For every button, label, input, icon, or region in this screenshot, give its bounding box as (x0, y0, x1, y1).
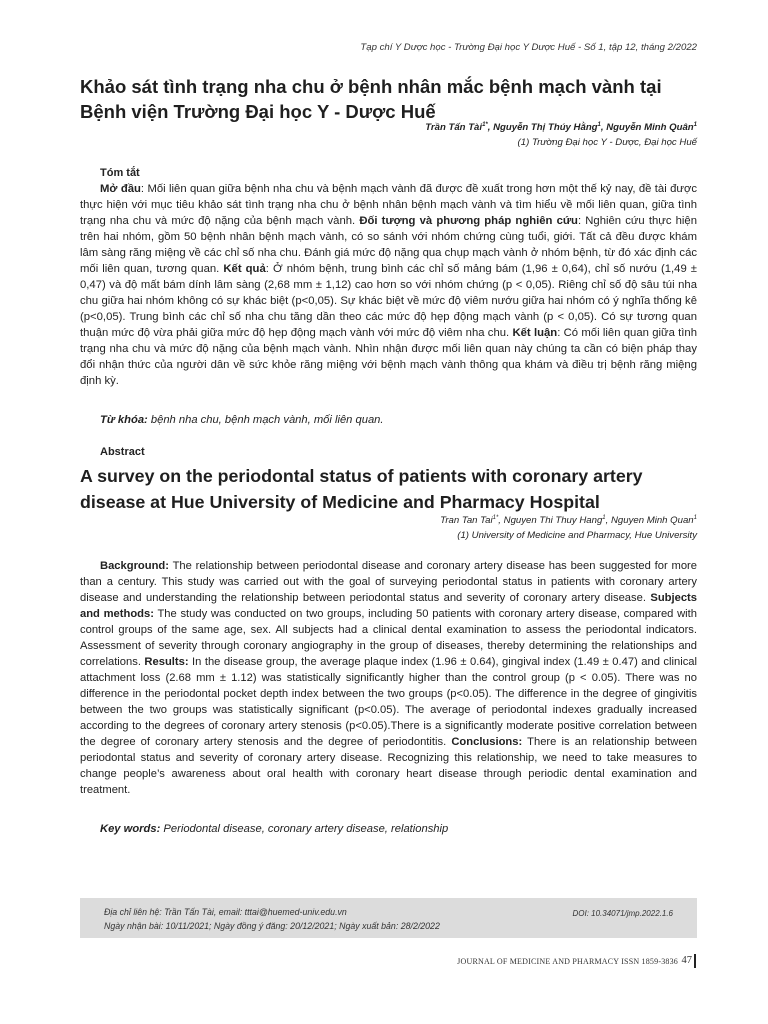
author-name: Trần Tấn Tài (425, 122, 483, 133)
text-background: The relationship between periodontal disease and coronary artery disease has been suggested for more than a century. This study was carried out with the goal of surveying periodontal status in patients with coronary artery disease and understanding the relationship between periodontal status and severity of coronary artery disease. (80, 560, 697, 604)
author-name: Tran Tan Tai (440, 515, 493, 526)
label-conclusion: Kết luận (512, 327, 558, 339)
keywords-label: Từ khóa: (100, 414, 148, 426)
author-separator: , (605, 515, 611, 526)
text-conclusion: : Có mối liên quan giữa tình trạng nha chu và mức độ nặng của bệnh mạch vành. Nhìn nhận được mối liên quan này chúng ta cần có biện pháp thay đổi nhận thức của người dân về sức khỏe răng miệng với bệnh mạch vành thông qua khám và điều trị bệnh răng miệng định kỳ. (80, 327, 697, 387)
keywords-english (100, 823, 448, 835)
keywords-vietnamese (100, 414, 384, 426)
author-superscript: 1 (693, 514, 697, 521)
author-name: Nguyễn Thị Thúy Hằng (493, 122, 598, 133)
text-background: : Mối liên quan giữa bệnh nha chu và bệnh mạch vành đã được đề xuất trong hơn một thế kỷ nay, đề tài được thực hiện với mục tiêu khảo sát tình trạng nha chu ở bệnh nhân bệnh mạch vành và tìm hiểu về mối liên quan, giữa tình trạng nha chu và mức độ nặng của bệnh mạch vành. (80, 183, 697, 227)
author-superscript: 1 (597, 121, 601, 128)
author-superscript: 1 (602, 514, 606, 521)
abstract-heading: Abstract (100, 446, 145, 458)
doi-line: DOI: 10.34071/jmp.2022.1.6 (572, 909, 673, 918)
text-results: In the disease group, the average plaque index (1.96 ± 0.64), gingival index (1.49 ± 0.47) and clinical attachment loss (2.68 mm ± 1.12) was statistically significantly higher than the control group (p < 0.05). There was no difference in the periodontal pocket depth index between the two groups (p<0.05). The difference in the degree of gingivitis between the two groups was statistically significant (p<0.05). The average of periodontal indexes gradually increased according to the degrees of coronary artery stenosis (p<0.05).There is a significantly moderate positive correlation between the degree of coronary artery stenosis and the degree of periodontitis. (80, 656, 697, 748)
label-results: Results: (144, 656, 189, 668)
page-number: 47 (681, 955, 692, 966)
page-number-bar (694, 954, 696, 968)
label-conclusion: Conclusions: (451, 736, 523, 748)
author-list (425, 120, 697, 135)
dates-line: Ngày nhận bài: 10/11/2021; Ngày đồng ý đăng: 20/12/2021; Ngày xuất bản: 28/2/2022 (104, 921, 440, 931)
label-methods: Đối tượng và phương pháp nghiên cứu (359, 215, 578, 227)
author-name: Nguyễn Minh Quân (606, 122, 694, 133)
label-results: Kết quả (223, 263, 266, 275)
author-list (440, 513, 697, 528)
summary-heading: Tóm tắt (100, 167, 140, 179)
keywords-text: bệnh nha chu, bệnh mạch vành, mối liên quan. (147, 414, 384, 426)
footer-info-box (80, 898, 697, 938)
abstract-body (80, 558, 697, 798)
label-background: Mở đầu (100, 183, 141, 195)
author-superscript: 1* (492, 514, 499, 521)
affiliation: (1) University of Medicine and Pharmacy, Hue University (457, 530, 697, 541)
contact-line: Địa chỉ liên hệ: Trần Tấn Tài, email: tttai@huemed-univ.edu.vn (104, 907, 347, 917)
author-superscript: 1 (693, 121, 697, 128)
label-methods: Subjects and methods: (80, 592, 697, 620)
title-english: A survey on the periodontal status of patients with coronary artery disease at Hue University of Medicine and Pharmacy Hospital (80, 466, 643, 512)
author-superscript: 1* (482, 121, 488, 128)
title-vietnamese: Khảo sát tình trạng nha chu ở bệnh nhân mắc bệnh mạch vành tại Bệnh viện Trường Đại học Y - Dược Huế (80, 76, 662, 122)
affiliation: (1) Trường Đại học Y - Dược, Đại học Huế (517, 137, 697, 148)
text-results: : Ở nhóm bệnh, trung bình các chỉ số mảng bám (1,96 ± 0,64), chỉ số nướu (1,49 ± 0,47) và độ mất bám dính lâm sàng (2,68 mm ± 1,12) cao hơn so với nhóm chứng (p < 0,05). Riêng chỉ số độ sâu túi nha chu giữa hai nhóm không có sự khác biệt (p<0,05). Sự khác biệt về mức độ viêm nướu giữa hai nhóm có ý nghĩa thống kê (p<0,05). Trung bình các chỉ số nha chu tăng dần theo các mức độ hẹp động mạch vành (p < 0,05). Có sự tương quan thuận mức độ vừa phải giữa mức độ hẹp động mạch vành với mức độ viêm nha chu. (80, 263, 697, 339)
journal-header: Tạp chí Y Dược học - Trường Đại học Y Dược Huế - Số 1, tập 12, tháng 2/2022 (360, 42, 697, 53)
text-conclusion: There is an relationship between periodontal status and severity of coronary artery disease. Recognizing this relationship, we need to take measures to change people’s awareness about oral health with coronary heart disease through periodic dental examination and treatment. (80, 736, 698, 796)
summary-body (80, 181, 697, 389)
text-methods: The study was conducted on two groups, including 50 patients with coronary artery disease, compared with control groups of the same age, sex. All subjects had a clinical dental examination to assess the periodontal indicators. Assessment of severity through coronary angiography in the group of diseases, thereby determining the relationships and correlations. (80, 608, 698, 668)
author-name: Nguyen Minh Quan (610, 515, 694, 526)
keywords-label: Key words: (100, 823, 161, 835)
author-separator: , (498, 515, 504, 526)
author-separator: , (600, 122, 607, 133)
author-separator: , (487, 122, 494, 133)
authors-vietnamese (425, 120, 697, 150)
author-name: Nguyen Thi Thuy Hang (503, 515, 603, 526)
label-background: Background: (100, 560, 169, 572)
journal-footer: JOURNAL OF MEDICINE AND PHARMACY ISSN 1859-3836 (457, 957, 678, 966)
keywords-text: Periodontal disease, coronary artery disease, relationship (160, 823, 449, 835)
authors-english (440, 513, 697, 543)
text-methods: : Nghiên cứu thực hiện trên hai nhóm, gồm 50 bệnh nhân bệnh mạch vành, có so sánh với nhóm chứng cùng tuổi, giới. Tất cả đều được khám lâm sàng răng miệng về các chỉ số nha chu. Đánh giá mức độ nặng qua chụp mạch vành ở nhóm bệnh, từ đó xác định các mối liên quan, tương quan. (80, 215, 697, 275)
